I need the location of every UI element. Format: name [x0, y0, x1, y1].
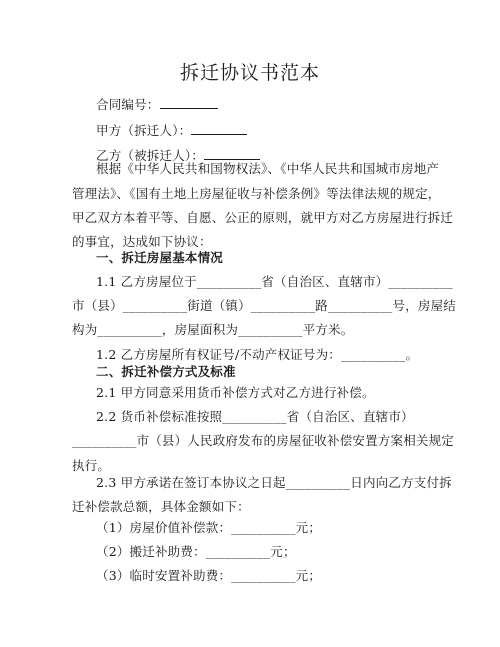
paragraph-line: 执行。	[72, 458, 111, 473]
list-item: （3）临时安置补助费：__________元；	[96, 568, 322, 583]
document-title: 拆迁协议书范本	[179, 62, 320, 84]
paragraph-line: 根据《中华人民共和国物权法》、《中华人民共和国城市房地产	[96, 161, 440, 176]
paragraph-line: 2.2 货币补偿标准按照__________省（自治区、直辖市）	[96, 409, 414, 424]
paragraph-line: 2.3 甲方承诺在签订本协议之日起__________日内向乙方支付拆	[96, 475, 452, 490]
paragraph-line: 迁补偿款总额，具体金额如下：	[72, 499, 250, 514]
paragraph-line: 的事宜，达成如下协议：	[72, 234, 212, 249]
paragraph-line: 1.2 乙方房屋所有权证号/不动产权证号为：__________。	[96, 347, 419, 362]
party-a-label: 甲方（拆迁人）：	[96, 123, 192, 138]
section-heading-2: 二、拆迁补偿方式及标准	[96, 364, 236, 379]
section-heading-1: 一、拆迁房屋基本情况	[96, 250, 224, 265]
contract-number-line	[96, 96, 456, 113]
paragraph-line: 构为__________，房屋面积为__________平方米。	[72, 322, 354, 337]
paragraph-line: 2.1 甲方同意采用货币补偿方式对乙方进行补偿。	[96, 385, 375, 400]
party-a-blank[interactable]	[191, 122, 247, 135]
party-a-line	[96, 122, 456, 139]
party-b-label: 乙方（被拆迁人）：	[96, 148, 205, 163]
paragraph-line: __________市（县）人民政府发布的房屋征收补偿安置方案相关规定	[72, 433, 455, 448]
paragraph-line: 1.1 乙方房屋位于__________省（自治区、直辖市）__________	[96, 274, 453, 289]
paragraph-line: 市（县）__________街道（镇）__________路__________号，房屋结	[72, 298, 457, 313]
contract-number-label: 合同编号：	[96, 97, 160, 112]
list-item: （2）搬迁补助费：__________元；	[96, 544, 296, 559]
paragraph-line: 管理法》、《国有土地上房屋征收与补偿条例》等法律法规的规定，	[72, 186, 441, 201]
contract-number-blank[interactable]	[160, 96, 218, 109]
list-item: （1）房屋价值补偿款：__________元；	[96, 520, 322, 535]
paragraph-line: 甲乙双方本着平等、自愿、公正的原则，就甲方对乙方房屋进行拆迁	[72, 210, 454, 225]
party-b-blank[interactable]	[204, 147, 260, 160]
